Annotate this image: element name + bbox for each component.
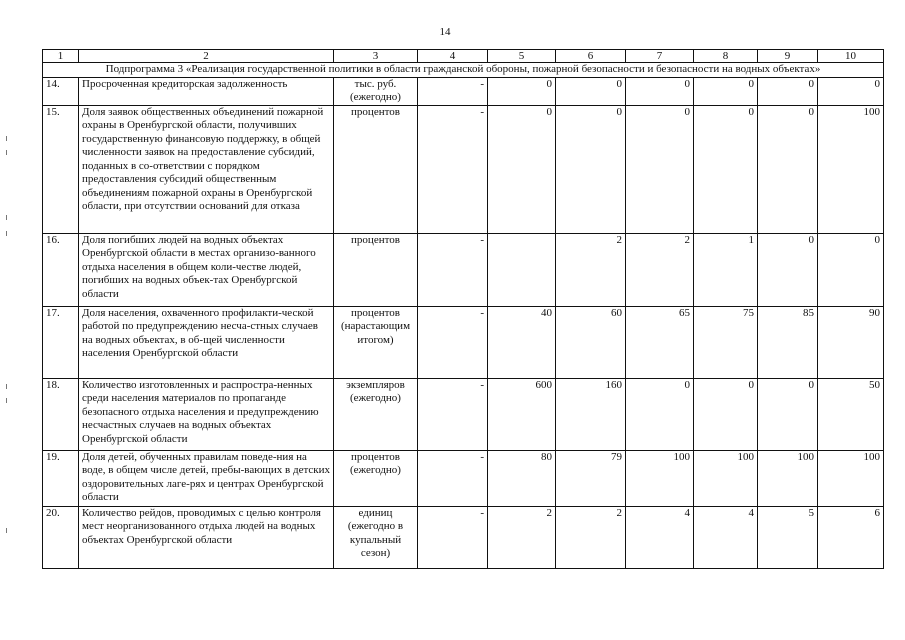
col8-value: 1	[694, 233, 758, 306]
col10-value: 6	[818, 506, 884, 568]
col6-value: 79	[556, 450, 626, 506]
column-header: 1	[43, 50, 79, 63]
table-row	[43, 306, 884, 378]
col5-value: 0	[488, 77, 556, 105]
col4-value: -	[418, 506, 488, 568]
table-row	[43, 77, 884, 105]
col7-value: 100	[626, 450, 694, 506]
row-number: 15.	[43, 105, 79, 233]
col9-value: 5	[758, 506, 818, 568]
indicator-name: Доля населения, охваченного профилакти-ческой работой по предупреждению несча-стных случаев на водных объектах, в об-щей численности населения Оренбургской области	[79, 306, 334, 378]
indicator-name: Просроченная кредиторская задолженность	[79, 77, 334, 105]
col6-value: 60	[556, 306, 626, 378]
col10-value: 100	[818, 105, 884, 233]
col9-value: 0	[758, 77, 818, 105]
indicator-name: Количество рейдов, проводимых с целью контроля мест неорганизованного отдыха людей на водных объектах Оренбургской области	[79, 506, 334, 568]
col10-value: 90	[818, 306, 884, 378]
unit-of-measure: процентов (нарастающим итогом)	[334, 306, 418, 378]
column-header: 2	[79, 50, 334, 63]
col6-value: 2	[556, 506, 626, 568]
col10-value: 100	[818, 450, 884, 506]
row-number: 20.	[43, 506, 79, 568]
column-header: 3	[334, 50, 418, 63]
row-number: 14.	[43, 77, 79, 105]
col6-value: 0	[556, 77, 626, 105]
col7-value: 0	[626, 378, 694, 450]
col8-value: 0	[694, 105, 758, 233]
page-number: 14	[439, 26, 451, 38]
col10-value: 0	[818, 77, 884, 105]
unit-of-measure: процентов (ежегодно)	[334, 450, 418, 506]
scan-margin-marks	[6, 0, 10, 640]
indicator-name: Доля заявок общественных объединений пожарной охраны в Оренбургской области, получивших государственную финансовую поддержку, в общей численности заявок на предоставление субсидий, поданных в со-ответствии с порядком предоставления субсидий общественным объединениям пожарной охраны в Оренбургской области, при отсутствии оснований для отказа	[79, 105, 334, 233]
col5-value: 2	[488, 506, 556, 568]
unit-of-measure: единиц (ежегодно в купальный сезон)	[334, 506, 418, 568]
unit-of-measure: процентов	[334, 233, 418, 306]
col7-value: 4	[626, 506, 694, 568]
col8-value: 100	[694, 450, 758, 506]
row-number: 19.	[43, 450, 79, 506]
table-row	[43, 233, 884, 306]
unit-of-measure: тыс. руб. (ежегодно)	[334, 77, 418, 105]
col9-value: 0	[758, 233, 818, 306]
col10-value: 0	[818, 233, 884, 306]
col9-value: 0	[758, 105, 818, 233]
col8-value: 0	[694, 77, 758, 105]
table-row	[43, 105, 884, 233]
table-row	[43, 378, 884, 450]
col4-value: -	[418, 306, 488, 378]
table-row	[43, 450, 884, 506]
column-number-row	[43, 50, 884, 63]
col5-value: 40	[488, 306, 556, 378]
table-row	[43, 506, 884, 568]
indicator-name: Количество изготовленных и распростра-ненных среди населения материалов по пропаганде безопасного отдыха населения и предупреждению несчастных случаев на водных объектах Оренбургской области	[79, 378, 334, 450]
column-header: 6	[556, 50, 626, 63]
col6-value: 2	[556, 233, 626, 306]
col10-value: 50	[818, 378, 884, 450]
subprogram-title: Подпрограмма 3 «Реализация государственной политики в области гражданской обороны, пожарной безопасности и безопасности на водных объектах»	[43, 63, 884, 78]
col4-value: -	[418, 233, 488, 306]
unit-of-measure: экземпляров (ежегодно)	[334, 378, 418, 450]
col5-value	[488, 233, 556, 306]
column-header: 5	[488, 50, 556, 63]
col7-value: 0	[626, 77, 694, 105]
col5-value: 600	[488, 378, 556, 450]
row-number: 16.	[43, 233, 79, 306]
col7-value: 65	[626, 306, 694, 378]
column-header: 9	[758, 50, 818, 63]
column-header: 8	[694, 50, 758, 63]
col9-value: 100	[758, 450, 818, 506]
row-number: 18.	[43, 378, 79, 450]
col6-value: 160	[556, 378, 626, 450]
col4-value: -	[418, 77, 488, 105]
section-row	[43, 63, 884, 78]
col6-value: 0	[556, 105, 626, 233]
column-header: 7	[626, 50, 694, 63]
col9-value: 0	[758, 378, 818, 450]
row-number: 17.	[43, 306, 79, 378]
indicators-table	[42, 49, 884, 569]
column-header: 10	[818, 50, 884, 63]
col8-value: 75	[694, 306, 758, 378]
indicator-name: Доля детей, обученных правилам поведе-ния на воде, в общем числе детей, пребы-вающих в детских оздоровительных лаге-рях и центрах Оренбургской области	[79, 450, 334, 506]
indicator-name: Доля погибших людей на водных объектах Оренбургской области в местах организо-ванного отдыха населения в общем коли-честве людей, погибших на водных объек-тах Оренбургской области	[79, 233, 334, 306]
col4-value: -	[418, 378, 488, 450]
col5-value: 0	[488, 105, 556, 233]
col4-value: -	[418, 105, 488, 233]
col9-value: 85	[758, 306, 818, 378]
col7-value: 0	[626, 105, 694, 233]
col7-value: 2	[626, 233, 694, 306]
unit-of-measure: процентов	[334, 105, 418, 233]
col8-value: 0	[694, 378, 758, 450]
col4-value: -	[418, 450, 488, 506]
column-header: 4	[418, 50, 488, 63]
col8-value: 4	[694, 506, 758, 568]
col5-value: 80	[488, 450, 556, 506]
